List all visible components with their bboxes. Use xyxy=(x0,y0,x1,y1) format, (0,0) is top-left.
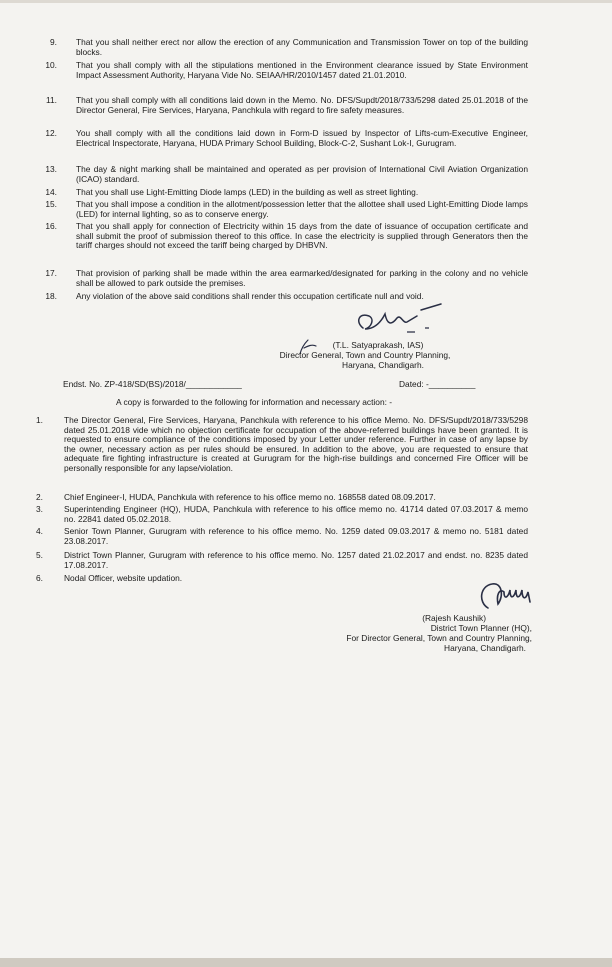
endorsement-number: Endst. No. ZP-418/SD(BS)/2018/____________ xyxy=(63,379,242,389)
condition-number: 18. xyxy=(45,291,57,301)
signatory-block-2 xyxy=(300,613,532,653)
bottom-edge xyxy=(0,958,612,967)
signatory-place: Haryana, Chandigarh. xyxy=(444,643,526,653)
signatory-designation: Director General, Town and Country Planning, xyxy=(279,350,451,360)
recipient-number: 6. xyxy=(36,573,43,583)
condition-text: That you shall impose a condition in the allotment/possession letter that the allottee shall used Light-Emitting Diode lamps (LED) for internal lighting, so as to conserve energy. xyxy=(76,199,528,219)
condition-number: 16. xyxy=(45,221,57,231)
recipient-text: District Town Planner, Gurugram with reference to his office memo. No. 1257 dated 21.02.2017 and endst. no. 8235 dated 17.08.2017. xyxy=(64,550,528,570)
recipient-text: Superintending Engineer (HQ), HUDA, Panchkula with reference to his office memo no. 41714 dated 07.03.2017 & memo no. 22841 dated 05.02.2018. xyxy=(64,504,528,524)
signatory-for-line: For Director General, Town and Country Planning, xyxy=(346,633,532,643)
condition-text: The day & night marking shall be maintained and operated as per provision of International Civil Aviation Organization (ICAO) standard. xyxy=(76,164,528,184)
recipient-text: The Director General, Fire Services, Haryana, Panchkula with reference to his office Memo. No. DFS/Supdt/2018/733/5298 dated 25.01.2018 vide which no objection certificate for occupation of the above-referred buildings have been granted. It is requested to ensure compliance of the conditions imposed by your Letter under reference. Further in case of any lapse by the owner, necessary action as per rules should be ensured. In addition to the above, you are requested to ensure that adequate fire fighting infrastructure is created at Gurugram for the high-rise buildings and concerned Fire Officer will be personally responsible for any lapse/violation. xyxy=(64,415,528,473)
condition-number: 14. xyxy=(45,187,57,197)
condition-text: That you shall use Light-Emitting Diode lamps (LED) in the building as well as street lighting. xyxy=(76,187,419,197)
signatory-designation: District Town Planner (HQ), xyxy=(430,623,532,633)
signatory-block-1 xyxy=(240,340,490,370)
recipient-text: Nodal Officer, website updation. xyxy=(64,573,183,583)
recipient-text: Chief Engineer-I, HUDA, Panchkula with reference to his office memo no. 168558 dated 08.09.2017. xyxy=(64,492,436,502)
condition-number: 11. xyxy=(45,95,57,105)
condition-text: That you shall apply for connection of Electricity within 15 days from the date of issuance of occupation certificate and shall submit the proof of submission thereof to this office. In case the electricity is supplied through Generators then the tariff charges should not exceed the tariff being charged by DHBVN. xyxy=(76,221,528,251)
condition-text: You shall comply with all the conditions laid down in Form-D issued by Inspector of Lifts-cum-Executive Engineer, Electrical Inspectorate, Haryana, HUDA Primary School Building, Block-C-2, Sushant Lok-I, Gurugram. xyxy=(76,128,528,148)
condition-number: 15. xyxy=(45,199,57,209)
endorsement-date: Dated: -__________ xyxy=(399,379,476,389)
condition-number: 17. xyxy=(45,268,57,278)
condition-text: That you shall neither erect nor allow the erection of any Communication and Transmission Tower on top of the building blocks. xyxy=(76,37,528,57)
recipient-text: Senior Town Planner, Gurugram with reference to his office memo. No. 1259 dated 09.03.2017 & memo no. 5181 dated 23.08.2017. xyxy=(64,526,528,546)
condition-text: That you shall comply with all the stipulations mentioned in the Environment clearance issued by State Environment Impact Assessment Authority, Haryana Vide No. SEIAA/HR/2010/1457 dated 21.01.2010. xyxy=(76,60,528,80)
signatory-name: (T.L. Satyaprakash, IAS) xyxy=(332,340,424,350)
recipient-number: 3. xyxy=(36,504,43,514)
condition-number: 13. xyxy=(45,164,57,174)
condition-text: That you shall comply with all conditions laid down in the Memo. No. DFS/Supdt/2018/733/5298 dated 25.01.2018 of the Director General, Fire Services, Haryana, Panchkula with regard to fire safety measures. xyxy=(76,95,528,115)
recipient-number: 5. xyxy=(36,550,43,560)
condition-number: 12. xyxy=(45,128,57,138)
recipient-number: 4. xyxy=(36,526,43,536)
condition-text: Any violation of the above said conditions shall render this occupation certificate null and void. xyxy=(76,291,424,301)
condition-number: 10. xyxy=(45,60,57,70)
recipient-number: 1. xyxy=(36,415,43,425)
recipient-number: 2. xyxy=(36,492,43,502)
top-edge xyxy=(0,0,612,3)
signatory-place: Haryana, Chandigarh. xyxy=(342,360,424,370)
signature-satyaprakash xyxy=(345,302,445,342)
forward-note: A copy is forwarded to the following for information and necessary action: - xyxy=(116,397,393,407)
signatory-name: (Rajesh Kaushik) xyxy=(422,613,486,623)
condition-text: That provision of parking shall be made within the area earmarked/designated for parking in the colony and no vehicle shall be allowed to park outside the premises. xyxy=(76,268,528,288)
condition-number: 9. xyxy=(50,37,57,47)
